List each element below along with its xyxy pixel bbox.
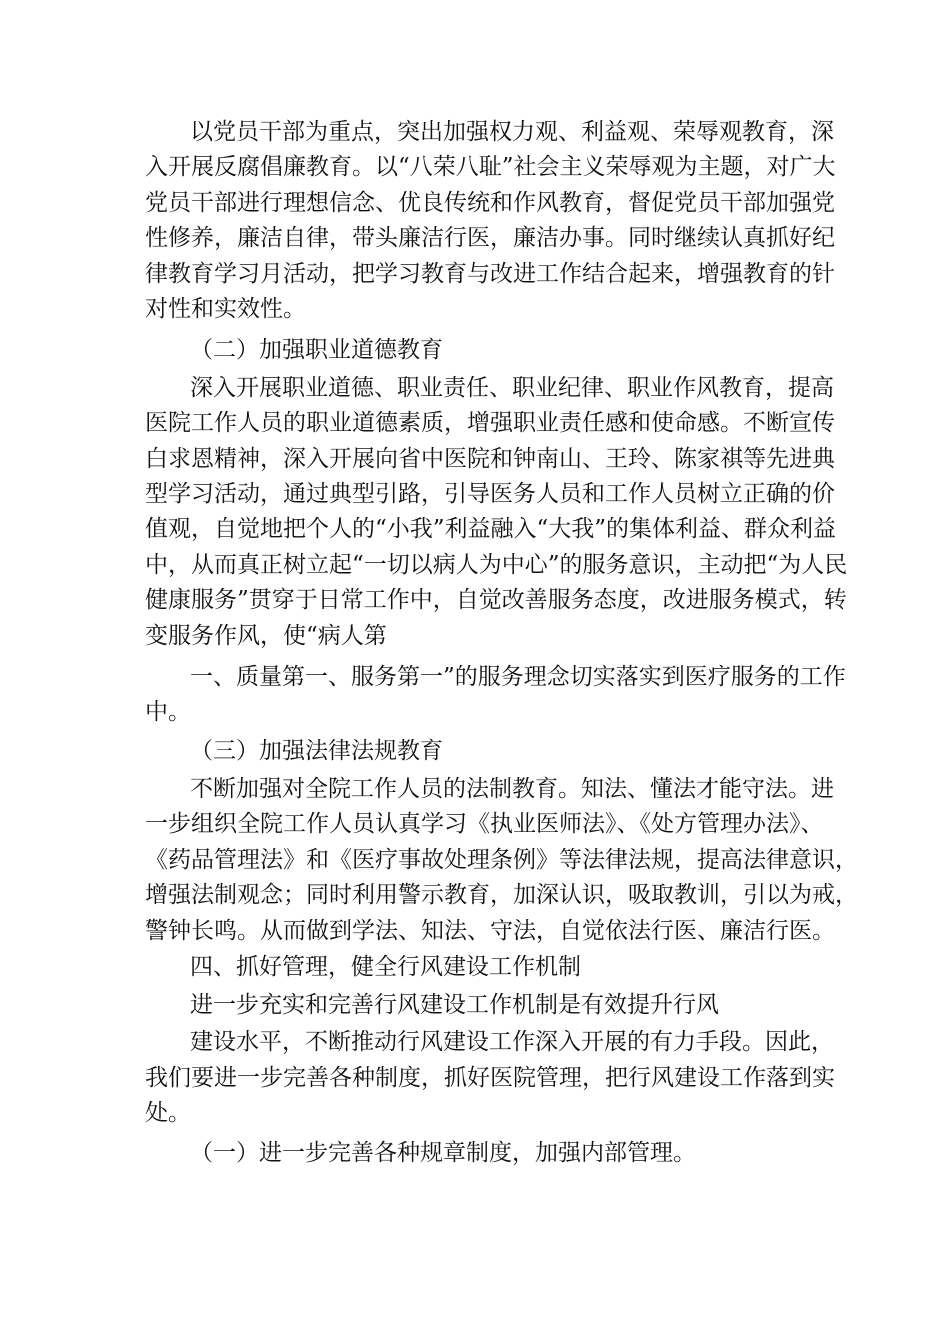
section-heading: （三）加强法律法规教育	[190, 738, 443, 764]
paragraph-line: 进一步充实和完善行风建设工作机制是有效提升行风	[190, 992, 719, 1018]
paragraph-line: 建设水平，不断推动行风建设工作深入开展的有力手段。因此，	[190, 1029, 834, 1055]
paragraph-line: 型学习活动，通过典型引路，引导医务人员和工作人员树立正确的价	[145, 481, 835, 507]
paragraph-line: 健康服务”贯穿于日常工作中，自觉改善服务态度，改进服务模式，转	[145, 587, 847, 613]
section-heading: （二）加强职业道德教育	[190, 337, 443, 363]
paragraph-line: 性修养，廉洁自律，带头廉洁行医，廉洁办事。同时继续认真抓好纪	[145, 225, 835, 251]
section-heading: （一）进一步完善各种规章制度，加强内部管理。	[190, 1140, 696, 1166]
paragraph-line: 医院工作人员的职业道德素质，增强职业责任感和使命感。不断宣传	[145, 410, 835, 436]
paragraph-line: 处。	[145, 1100, 191, 1126]
paragraph-line: 一步组织全院工作人员认真学习《执业医师法》、《处方管理办法》、	[145, 811, 824, 837]
paragraph-line: 变服务作风，使“病人第	[145, 623, 387, 649]
paragraph-line: 中。	[145, 699, 191, 725]
paragraph-line: 白求恩精神，深入开展向省中医院和钟南山、王玲、陈家祺等先进典	[145, 446, 835, 472]
paragraph-line: 党员干部进行理想信念、优良传统和作风教育，督促党员干部加强党	[145, 190, 835, 216]
paragraph-line: 对性和实效性。	[145, 296, 306, 322]
paragraph-line: 一、质量第一、服务第一”的服务理念切实落实到医疗服务的工作	[190, 664, 846, 690]
paragraph-line: 中，从而真正树立起“一切以病人为中心”的服务意识，主动把“为人民	[145, 552, 848, 578]
paragraph-line: 不断加强对全院工作人员的法制教育。知法、懂法才能守法。进	[190, 776, 834, 802]
paragraph-line: 以党员干部为重点，突出加强权力观、利益观、荣辱观教育，深	[190, 119, 834, 145]
paragraph-line: 深入开展职业道德、职业责任、职业纪律、职业作风教育，提高	[190, 375, 834, 401]
paragraph-line: 增强法制观念；同时利用警示教育，加深认识，吸取教训，引以为戒，	[145, 882, 858, 908]
paragraph-line: 入开展反腐倡廉教育。以“八荣八耻”社会主义荣辱观为主题，对广大	[145, 154, 836, 180]
section-heading: 四、抓好管理，健全行风建设工作机制	[190, 954, 581, 980]
paragraph-line: 《药品管理法》和《医疗事故处理条例》等法律法规，提高法律意识，	[145, 847, 858, 873]
paragraph-line: 律教育学习月活动，把学习教育与改进工作结合起来，增强教育的针	[145, 261, 835, 287]
paragraph-line: 我们要进一步完善各种制度，抓好医院管理，把行风建设工作落到实	[145, 1065, 835, 1091]
paragraph-line: 警钟长鸣。从而做到学法、知法、守法，自觉依法行医、廉洁行医。	[145, 918, 835, 944]
paragraph-line: 值观，自觉地把个人的“小我”利益融入“大我”的集体利益、群众利益	[145, 516, 837, 542]
